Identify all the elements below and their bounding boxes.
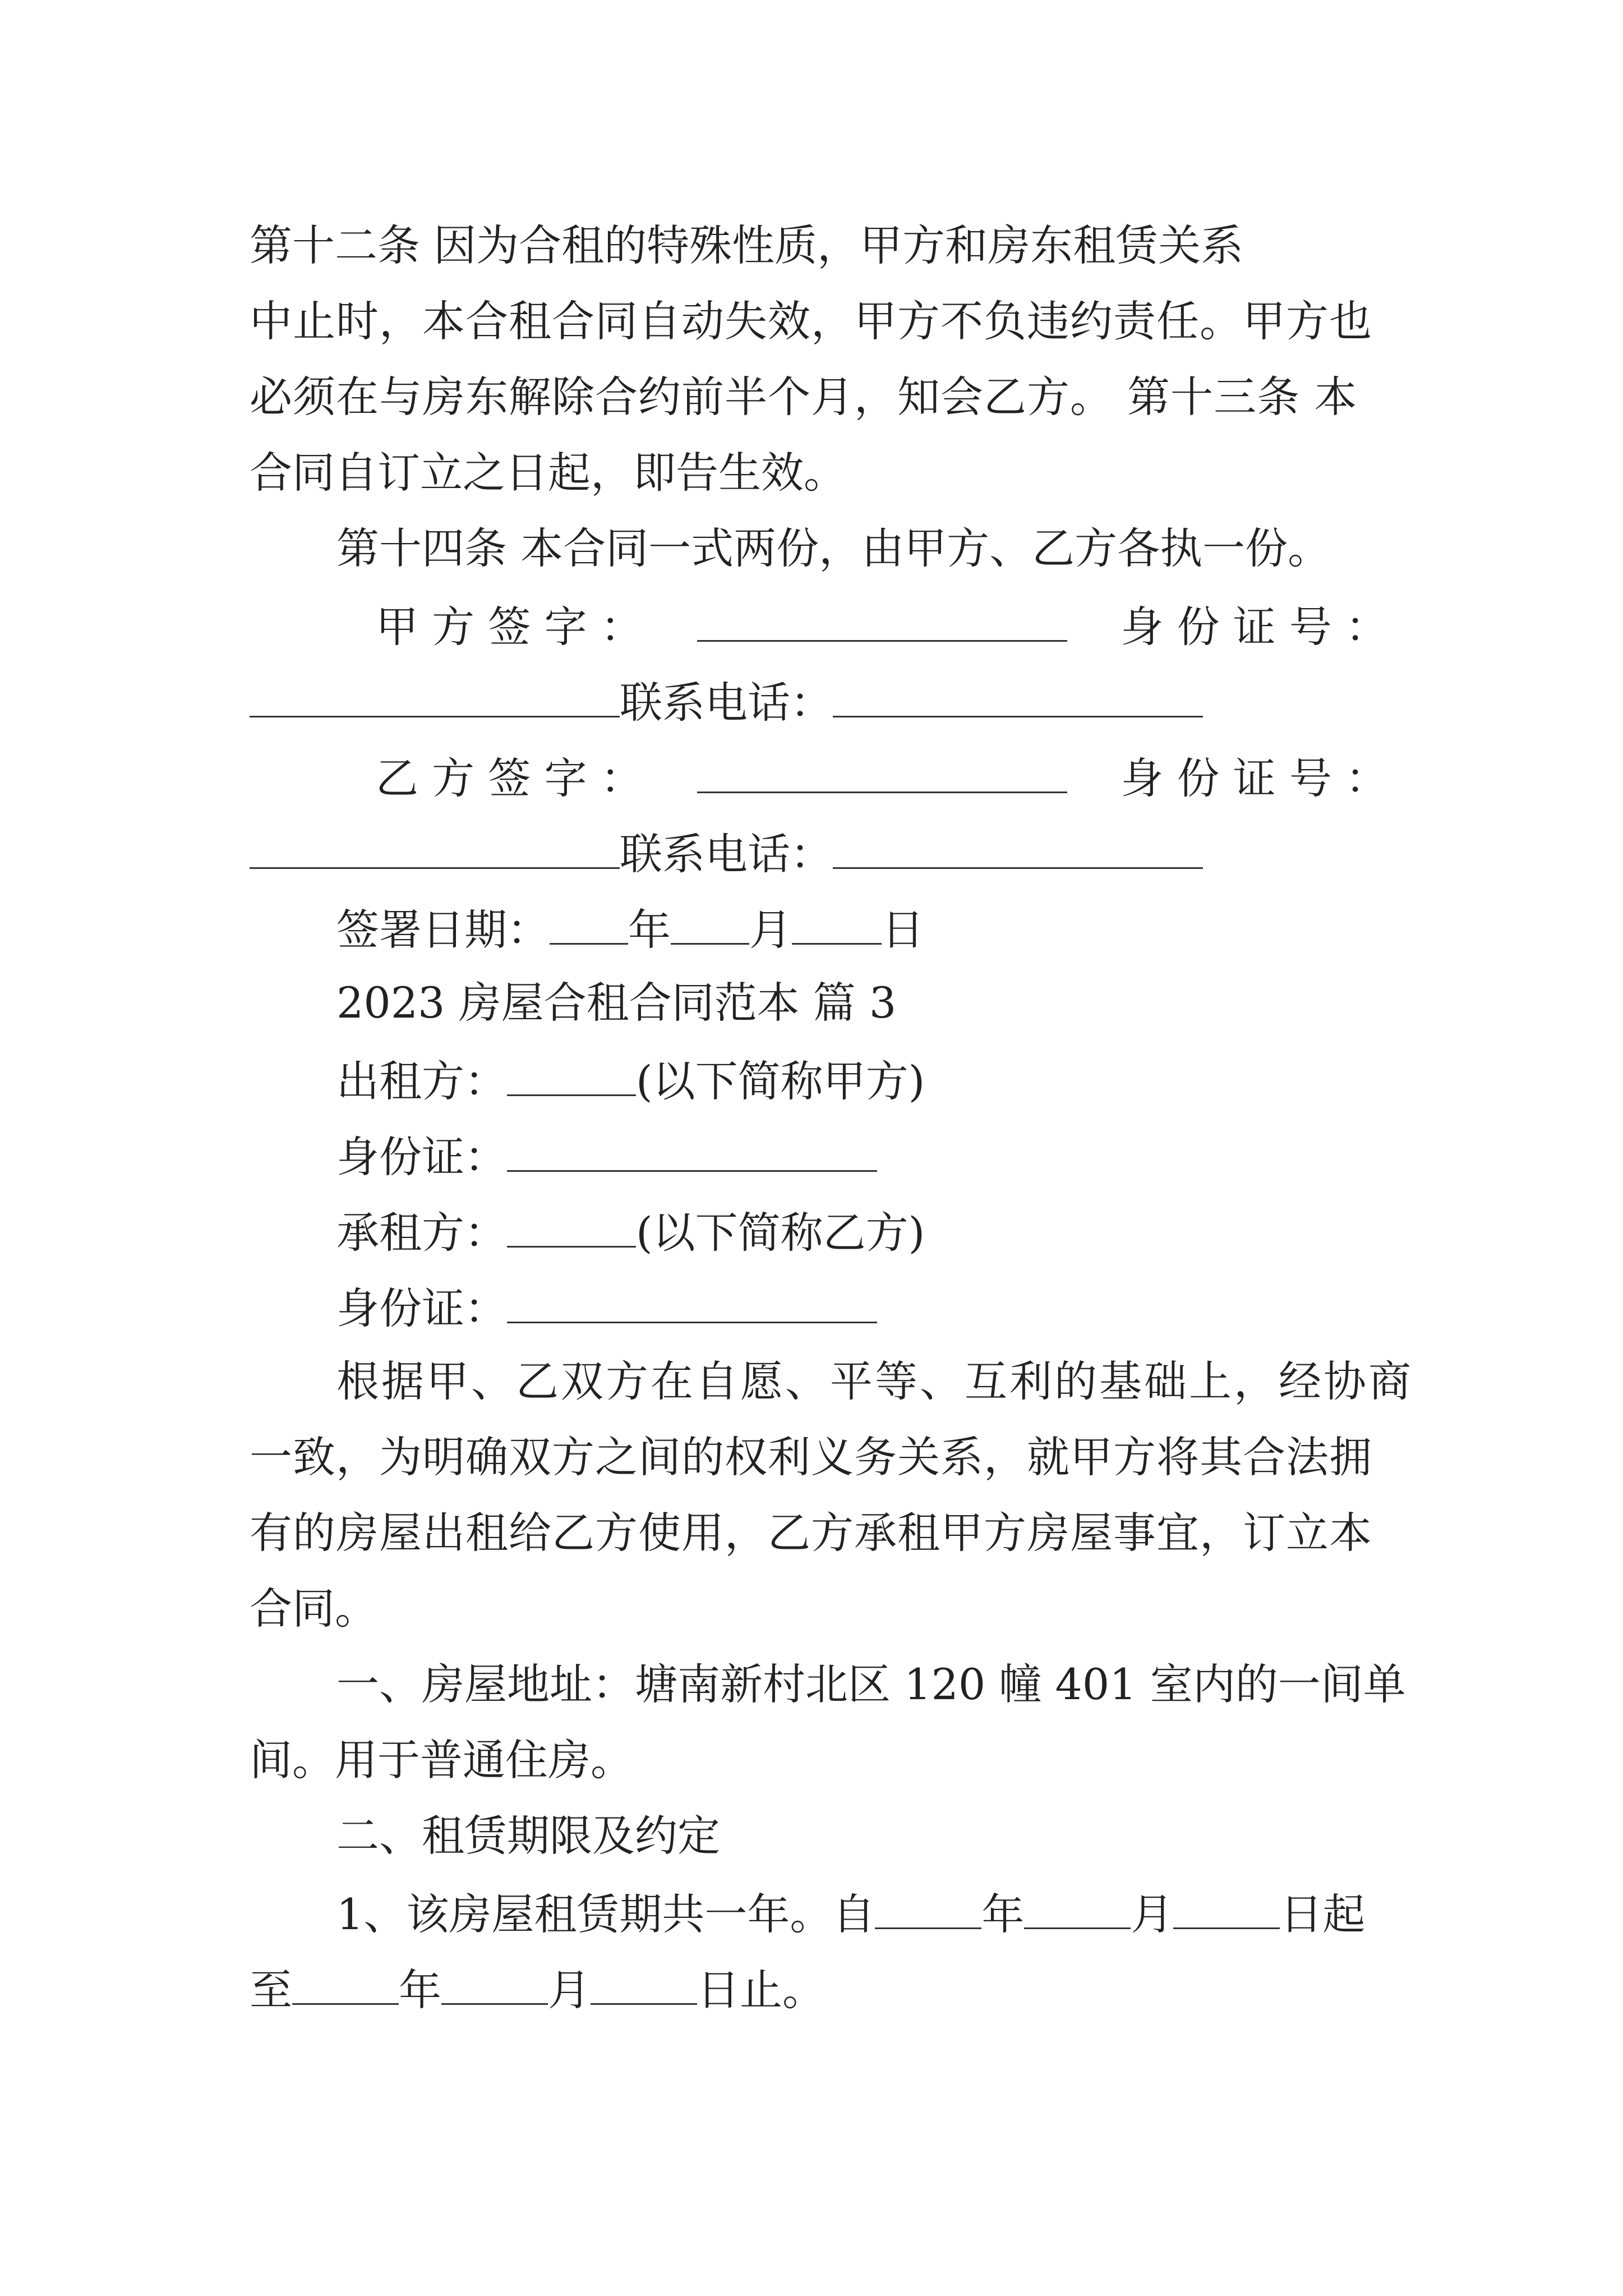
article-12-line-2: 中止时，本合租合同自动失效，甲方不负违约责任。甲方也 [250, 296, 1372, 346]
term-start-month-blank[interactable] [1024, 1890, 1131, 1929]
party-a-signature-label: 甲 方 签 字 ： [376, 602, 643, 652]
term-end-month-unit: 月 [548, 1965, 591, 2015]
clause-1-line-2: 间。用于普通住房。 [250, 1735, 633, 1785]
party-b-id-blank[interactable] [250, 830, 620, 869]
signing-year-blank[interactable] [550, 906, 628, 945]
party-a-phone-blank[interactable] [833, 679, 1203, 717]
lessee-id-blank[interactable] [507, 1285, 877, 1323]
term-start-year-unit: 年 [981, 1889, 1025, 1939]
party-b-signature-row [376, 753, 1388, 803]
party-a-id-blank[interactable] [250, 679, 620, 717]
term-start-day-unit: 日起 [1280, 1889, 1366, 1939]
party-b-phone-blank[interactable] [833, 830, 1203, 869]
term-start-day-blank[interactable] [1173, 1890, 1280, 1929]
term-end-year-blank[interactable] [292, 1966, 399, 2005]
lessor-blank[interactable] [507, 1057, 636, 1096]
lessor-id-row [336, 1132, 877, 1182]
preamble-line-2: 一致，为明确双方之间的权利义务关系，就甲方将其合法拥 [250, 1432, 1372, 1482]
article-12-line-1 [250, 220, 1388, 270]
party-a-signature-row [376, 602, 1388, 652]
lessor-id-blank[interactable] [507, 1133, 877, 1172]
party-a-id-label: 身 份 证 号 ： [1121, 602, 1388, 652]
term-end-month-blank[interactable] [441, 1966, 548, 2005]
signing-year-unit: 年 [628, 905, 671, 955]
lessor-label: 出租方： [336, 1056, 507, 1106]
signing-month-blank[interactable] [671, 906, 749, 945]
preamble-line-3: 有的房屋出租给乙方使用，乙方承租甲方房屋事宜，订立本 [250, 1508, 1372, 1558]
signing-day-blank[interactable] [792, 906, 882, 945]
lessor-note: (以下简称甲方) [636, 1056, 925, 1106]
lessor-id-label: 身份证： [336, 1132, 507, 1182]
lessee-id-row [336, 1283, 877, 1333]
term-line-1 [336, 1889, 1366, 1939]
signing-date-row [336, 905, 924, 955]
lessee-row [336, 1208, 925, 1258]
party-b-signature-blank[interactable] [697, 754, 1067, 793]
article-14: 第十四条 本合同一式两份，由甲方、乙方各执一份。 [336, 523, 1331, 573]
party-a-phone-row [250, 678, 1203, 728]
party-a-signature-blank[interactable] [697, 603, 1067, 642]
lessee-blank[interactable] [507, 1209, 636, 1248]
signing-date-label: 签署日期： [336, 905, 550, 955]
lessee-label: 承租方： [336, 1208, 507, 1258]
signing-month-unit: 月 [749, 905, 792, 955]
party-b-phone-row [250, 829, 1203, 879]
clause-1-line-1: 一、房屋地址：塘南新村北区 120 幢 401 室内的一间单 [336, 1659, 1406, 1709]
term-end-day-blank[interactable] [591, 1966, 697, 2005]
term-end-year-unit: 年 [399, 1965, 441, 2015]
article-12-text-1: 第十二条 因为合租的特殊性质，甲方和房东租赁关系 [250, 220, 1244, 270]
lessee-note: (以下简称乙方) [636, 1208, 925, 1258]
term-end-day-unit: 日止。 [697, 1965, 825, 2015]
article-12-line-3: 必须在与房东解除合约前半个月，知会乙方。 第十三条 本 [250, 372, 1358, 422]
term-line-2 [250, 1965, 825, 2015]
party-b-phone-label: 联系电话： [620, 829, 833, 879]
party-b-signature-label: 乙 方 签 字 ： [376, 753, 643, 803]
party-b-id-label: 身 份 证 号 ： [1121, 753, 1388, 803]
signing-day-unit: 日 [882, 905, 924, 955]
term-to-text: 至 [250, 1965, 292, 2015]
term-start-text: 1、该房屋租赁期共一年。自 [336, 1889, 875, 1939]
preamble-line-4: 合同。 [250, 1584, 377, 1634]
article-12-line-4: 合同自订立之日起，即告生效。 [250, 448, 846, 498]
lessee-id-label: 身份证： [336, 1283, 507, 1333]
preamble-line-1: 根据甲、乙双方在自愿、平等、互利的基础上，经协商 [336, 1356, 1413, 1406]
term-start-year-blank[interactable] [875, 1890, 981, 1929]
lessor-row [336, 1056, 925, 1106]
party-a-phone-label: 联系电话： [620, 678, 833, 728]
clause-2-title: 二、租赁期限及约定 [336, 1811, 720, 1861]
section-title: 2023 房屋合租合同范本 篇 3 [336, 978, 897, 1028]
term-start-month-unit: 月 [1131, 1889, 1174, 1939]
